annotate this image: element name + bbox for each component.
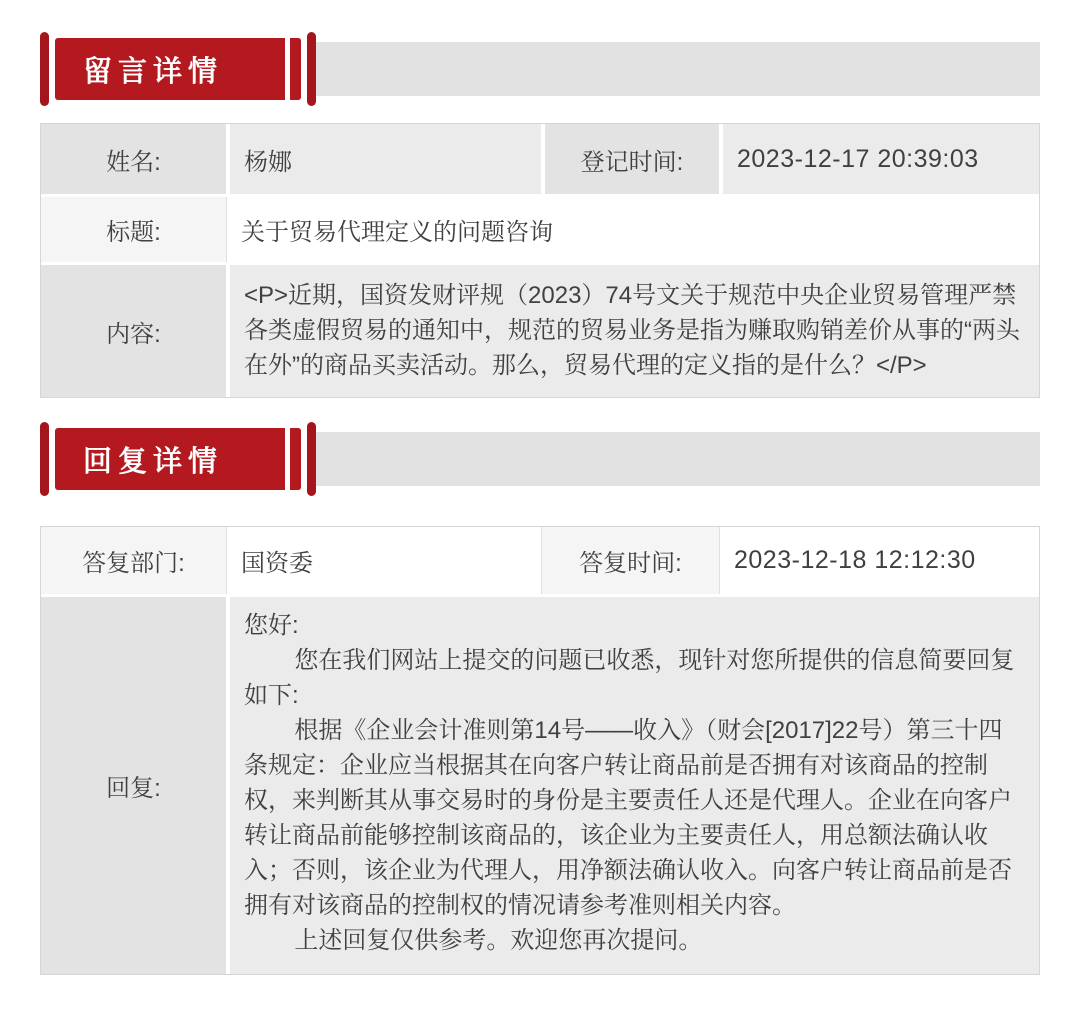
reply-time-value: 2023-12-18 12:12:30 xyxy=(719,527,1039,594)
message-details-title: 留言详情 xyxy=(83,55,224,88)
reply-time-label: 答复时间: xyxy=(541,527,719,594)
reply-paragraph-body: 根据《企业会计准则第14号——收入》（财会[2017]22号）第三十四条规定：企业应当根据其在向客户转让商品前是否拥有对该商品的控制权，来判断其从事交易时的身份是主要责任人还是代理人。企业在向客户转让商品前能够控制该商品的，该企业为主要责任人，用总额法确认收入；否则，该企业为代理人，用净额法确认收入。向客户转让商品前是否拥有对该商品的控制权的情况请参考准则相关内容。 xyxy=(244,717,1012,919)
name-value: 杨娜 xyxy=(226,124,541,194)
content-paragraph: <P>近期，国资发财评规（2023）74号文关于规范中央企业贸易管理严禁各类虚假贸易的通知中，规范的贸易业务是指为赚取购销差价从事的“两头在外”的商品买卖活动。那么，贸易代理的定义指的是什么？</P> xyxy=(244,282,1020,379)
table-row xyxy=(41,527,1039,594)
reply-details-banner xyxy=(40,422,1040,496)
message-details-banner xyxy=(40,32,1040,106)
table-row xyxy=(41,194,1039,262)
message-details-tab xyxy=(55,38,301,100)
reply-paragraph-intro: 您在我们网站上提交的问题已收悉，现针对您所提供的信息简要回复如下: xyxy=(244,647,1015,709)
reply-details-tab xyxy=(55,428,301,490)
table-row xyxy=(41,262,1039,397)
ribbon-left-bar xyxy=(40,32,49,106)
banner-gray-strip xyxy=(316,42,1040,96)
reply-value xyxy=(226,597,1039,974)
reply-dept-value: 国资委 xyxy=(226,527,541,594)
content-value xyxy=(226,265,1039,397)
content-label: 内容: xyxy=(41,265,226,397)
reply-label: 回复: xyxy=(41,597,226,974)
name-label: 姓名: xyxy=(41,124,226,194)
reply-details-table xyxy=(40,526,1040,975)
banner-gray-strip xyxy=(316,432,1040,486)
register-time-label: 登记时间: xyxy=(541,124,719,194)
reply-details-title: 回复详情 xyxy=(83,445,224,478)
ribbon-left-bar xyxy=(40,422,49,496)
reply-paragraph-greeting: 您好: xyxy=(244,612,299,639)
reply-paragraph-closing: 上述回复仅供参考。欢迎您再次提问。 xyxy=(294,927,703,954)
ribbon-right-bar xyxy=(307,32,316,106)
message-details-table xyxy=(40,123,1040,398)
ribbon-end-strip xyxy=(290,38,301,100)
register-time-value: 2023-12-17 20:39:03 xyxy=(719,124,1039,194)
subject-label: 标题: xyxy=(41,197,226,262)
subject-value: 关于贸易代理定义的问题咨询 xyxy=(226,197,1039,262)
table-row xyxy=(41,124,1039,194)
ribbon-end-strip xyxy=(290,428,301,490)
ribbon-right-bar xyxy=(307,422,316,496)
table-row xyxy=(41,594,1039,974)
reply-dept-label: 答复部门: xyxy=(41,527,226,594)
